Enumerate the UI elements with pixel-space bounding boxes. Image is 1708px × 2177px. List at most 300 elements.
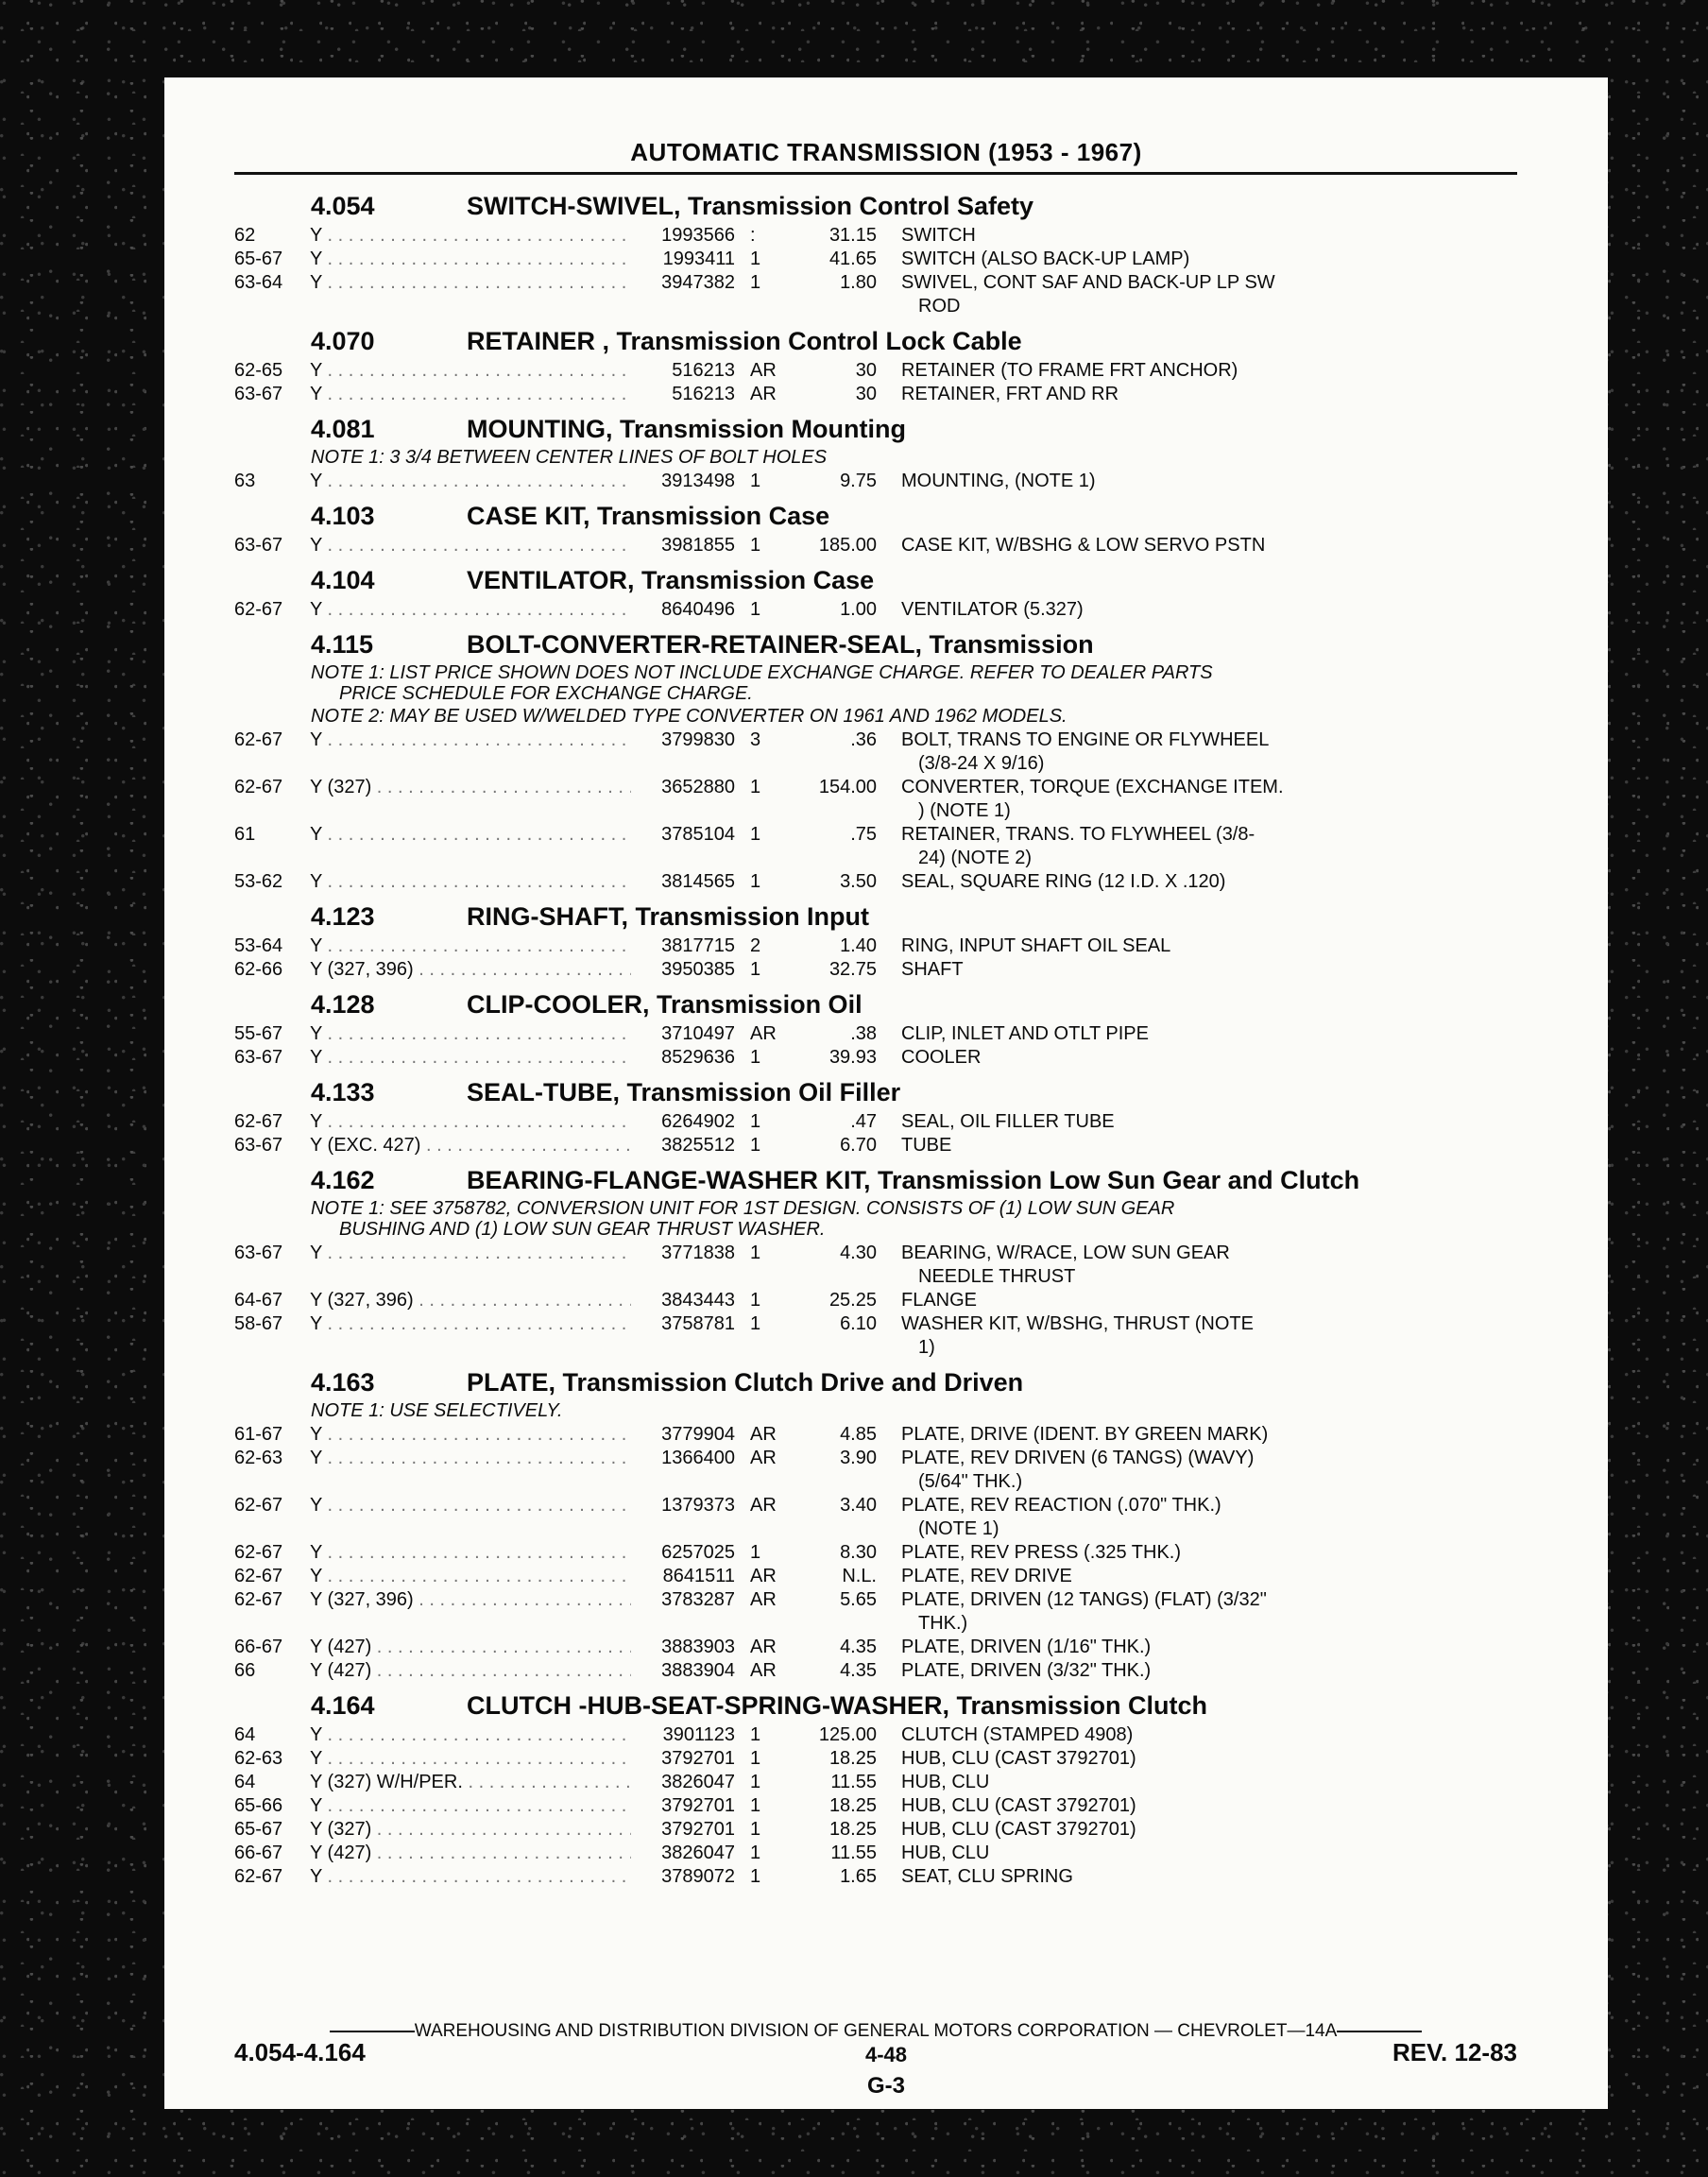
list-price: .47 — [850, 1111, 877, 1132]
part-row — [234, 1865, 1517, 1889]
part-description — [877, 1110, 1517, 1134]
quantity: 1 — [750, 1290, 761, 1311]
list-price: 41.65 — [828, 249, 877, 269]
part-number: 3913498 — [661, 471, 735, 491]
page-title: AUTOMATIC TRANSMISSION (1953 - 1967) — [630, 138, 1142, 166]
part-number: 3883903 — [661, 1637, 735, 1657]
part-description — [877, 1818, 1517, 1842]
description-line: RETAINER, TRANS. TO FLYWHEEL (3/8- — [901, 824, 1255, 845]
model-years: 58-67 — [234, 1313, 283, 1334]
model-code: Y . . . — [310, 1541, 631, 1565]
model-code: Y . . . — [310, 271, 631, 295]
section-title: RING-SHAFT, Transmission Input — [467, 902, 870, 931]
quantity: 1 — [750, 1724, 761, 1745]
list-price: 185.00 — [818, 535, 877, 556]
model-years: 62-67 — [234, 1495, 283, 1516]
model-code: Y . . . — [310, 383, 631, 406]
part-number: 3817715 — [661, 935, 735, 956]
description-line: PLATE, REV REACTION (.070" THK.) — [901, 1495, 1221, 1516]
quantity: 1 — [750, 535, 761, 556]
quantity: 3 — [750, 729, 761, 750]
description-line: PLATE, DRIVE (IDENT. BY GREEN MARK) — [901, 1424, 1269, 1445]
part-row — [234, 870, 1517, 894]
section-number: 4.123 — [311, 902, 375, 931]
quantity: 1 — [750, 272, 761, 293]
description-line: VENTILATOR (5.327) — [901, 599, 1084, 620]
model-years: 63-67 — [234, 384, 283, 404]
list-price: 30 — [855, 384, 877, 404]
model-years: 63 — [234, 471, 256, 491]
list-price: 8.30 — [840, 1542, 877, 1563]
description-line: PLATE, DRIVEN (12 TANGS) (FLAT) (3/32" — [901, 1589, 1267, 1610]
quantity: 1 — [750, 777, 761, 797]
description-line: PLATE, DRIVEN (3/32" THK.) — [901, 1660, 1152, 1681]
quantity: 1 — [750, 1819, 761, 1840]
model-code: Y . . . — [310, 598, 631, 622]
quantity: 1 — [750, 1843, 761, 1863]
note-line: NOTE 1: SEE 3758782, CONVERSION UNIT FOR 1ST DESIGN. CONSISTS OF (1) LOW SUN GEAR — [311, 1198, 1175, 1219]
part-row — [234, 383, 1517, 406]
model-years: 62-67 — [234, 599, 283, 620]
model-years: 63-64 — [234, 272, 283, 293]
part-description — [877, 823, 1517, 870]
section-heading — [234, 193, 1517, 220]
footer-rule-left — [330, 2031, 415, 2032]
section-number: 4.054 — [311, 192, 375, 220]
part-number: 3652880 — [661, 777, 735, 797]
description-line: BOLT, TRANS TO ENGINE OR FLYWHEEL — [901, 729, 1270, 750]
part-number: 3883904 — [661, 1660, 735, 1681]
note-line: NOTE 1: LIST PRICE SHOWN DOES NOT INCLUDE EXCHANGE CHARGE. REFER TO DEALER PARTS — [311, 662, 1213, 683]
list-price: 1.40 — [840, 935, 877, 956]
list-price: 6.70 — [840, 1135, 877, 1156]
section-heading — [234, 903, 1517, 931]
model-years: 64 — [234, 1772, 256, 1792]
model-code: Y . . . — [310, 1747, 631, 1771]
quantity: 1 — [750, 824, 761, 845]
part-number: 8641511 — [662, 1566, 735, 1586]
part-number: 3826047 — [661, 1843, 735, 1863]
group-page: G-3 — [866, 2073, 905, 2099]
part-description — [877, 934, 1517, 958]
section-title: BEARING-FLANGE-WASHER KIT, Transmission Low Sun Gear and Clutch — [467, 1166, 1360, 1194]
quantity: 1 — [750, 1772, 761, 1792]
model-years: 61-67 — [234, 1424, 283, 1445]
model-code: Y . . . — [310, 1046, 631, 1070]
quantity: 1 — [750, 959, 761, 980]
description-line: RETAINER (TO FRAME FRT ANCHOR) — [901, 360, 1238, 381]
part-description — [877, 1022, 1517, 1046]
description-line: BEARING, W/RACE, LOW SUN GEAR — [901, 1243, 1230, 1263]
quantity: AR — [750, 1424, 777, 1445]
part-number: 3785104 — [661, 824, 735, 845]
footer-rule-right — [1337, 2031, 1422, 2032]
part-description — [877, 1565, 1517, 1588]
description-line: SEAL, SQUARE RING (12 I.D. X .120) — [901, 871, 1226, 892]
model-years: 64 — [234, 1724, 256, 1745]
section-title: SWITCH-SWIVEL, Transmission Control Safety — [467, 192, 1034, 220]
description-line: SEAL, OIL FILLER TUBE — [901, 1111, 1115, 1132]
description-line: HUB, CLU (CAST 3792701) — [901, 1795, 1136, 1816]
list-price: 3.90 — [840, 1448, 877, 1468]
model-code: Y (327) . . . — [310, 1818, 631, 1842]
section-number: 4.164 — [311, 1691, 375, 1720]
quantity: AR — [750, 1566, 777, 1586]
model-years: 62-67 — [234, 1589, 283, 1610]
part-description — [877, 776, 1517, 823]
list-price: 3.40 — [840, 1495, 877, 1516]
part-description — [877, 1312, 1517, 1360]
description-line: PLATE, REV DRIVEN (6 TANGS) (WAVY) — [901, 1448, 1255, 1468]
model-code: Y (327, 396) . . . — [310, 1588, 631, 1612]
section-heading — [234, 631, 1517, 659]
part-description — [877, 729, 1517, 776]
description-line: CLIP, INLET AND OTLT PIPE — [901, 1023, 1149, 1044]
description-line: RETAINER, FRT AND RR — [901, 384, 1119, 404]
part-number: 3947382 — [661, 272, 735, 293]
model-code: Y . . . — [310, 534, 631, 557]
model-years: 63-67 — [234, 1047, 283, 1068]
description-line: FLANGE — [901, 1290, 978, 1311]
footer-division — [234, 2021, 1517, 2042]
model-years: 63-67 — [234, 1243, 283, 1263]
part-number: 3814565 — [661, 871, 735, 892]
part-number: 1993411 — [662, 249, 735, 269]
part-number: 3789072 — [661, 1866, 735, 1887]
part-description — [877, 1747, 1517, 1771]
model-years: 64-67 — [234, 1290, 283, 1311]
list-price: 4.85 — [840, 1424, 877, 1445]
list-price: 39.93 — [828, 1047, 877, 1068]
list-price: 125.00 — [818, 1724, 877, 1745]
list-price: 1.80 — [840, 272, 877, 293]
section-title: VENTILATOR, Transmission Case — [467, 566, 875, 594]
section-range: 4.054-4.164 — [234, 2038, 366, 2066]
part-description — [877, 1134, 1517, 1157]
section-number: 4.070 — [311, 327, 375, 355]
model-code: Y (327, 396) . . . — [310, 1289, 631, 1312]
model-years: 61 — [234, 824, 256, 845]
description-line: CASE KIT, W/BSHG & LOW SERVO PSTN — [901, 535, 1266, 556]
description-line: PLATE, REV DRIVE — [901, 1566, 1072, 1586]
section-title: PLATE, Transmission Clutch Drive and Driven — [467, 1368, 1024, 1397]
title-rule — [234, 172, 1517, 175]
quantity: 1 — [750, 1047, 761, 1068]
part-number: 3901123 — [662, 1724, 735, 1745]
model-years: 62-67 — [234, 1866, 283, 1887]
section-number: 4.162 — [311, 1166, 375, 1194]
part-row — [234, 271, 1517, 318]
section-title: CLUTCH -HUB-SEAT-SPRING-WASHER, Transmission Clutch — [467, 1691, 1208, 1720]
model-code: Y . . . — [310, 1865, 631, 1889]
part-description — [877, 383, 1517, 406]
section-note — [234, 1400, 1517, 1421]
list-price: 4.35 — [840, 1637, 877, 1657]
part-row — [234, 1447, 1517, 1494]
description-line: CLUTCH (STAMPED 4908) — [901, 1724, 1134, 1745]
part-description — [877, 1447, 1517, 1494]
part-number: 3981855 — [661, 535, 735, 556]
part-description — [877, 470, 1517, 493]
description-line: ) (NOTE 1) — [918, 800, 1011, 821]
part-row — [234, 1818, 1517, 1842]
quantity: AR — [750, 1448, 777, 1468]
part-number: 3792701 — [661, 1795, 735, 1816]
part-number: 3825512 — [661, 1135, 735, 1156]
model-years: 62-63 — [234, 1448, 283, 1468]
list-price: 1.00 — [840, 599, 877, 620]
part-description — [877, 1723, 1517, 1747]
description-line: HUB, CLU (CAST 3792701) — [901, 1819, 1136, 1840]
quantity: 1 — [750, 1866, 761, 1887]
quantity: 1 — [750, 1135, 761, 1156]
note-line: NOTE 1: 3 3/4 BETWEEN CENTER LINES OF BOLT HOLES — [311, 447, 828, 468]
part-description — [877, 1494, 1517, 1541]
part-description — [877, 1588, 1517, 1636]
model-years: 53-62 — [234, 871, 283, 892]
model-years: 62-67 — [234, 1566, 283, 1586]
part-row — [234, 1771, 1517, 1794]
section-number: 4.081 — [311, 415, 375, 443]
catalog-page — [164, 77, 1608, 2109]
list-price: .36 — [850, 729, 877, 750]
model-code: Y . . . — [310, 470, 631, 493]
model-code: Y . . . — [310, 359, 631, 383]
model-years: 62-67 — [234, 1542, 283, 1563]
model-years: 62-65 — [234, 360, 283, 381]
part-description — [877, 1541, 1517, 1565]
list-price: 5.65 — [840, 1589, 877, 1610]
quantity: 2 — [750, 935, 761, 956]
model-code: Y (327, 396) . . . — [310, 958, 631, 982]
quantity: AR — [750, 1495, 777, 1516]
model-years: 62-66 — [234, 959, 283, 980]
part-description — [877, 1289, 1517, 1312]
part-description — [877, 1842, 1517, 1865]
quantity: 1 — [750, 1243, 761, 1263]
section-title: CASE KIT, Transmission Case — [467, 502, 830, 530]
model-code: Y . . . — [310, 248, 631, 271]
list-price: .38 — [850, 1023, 877, 1044]
list-price: 18.25 — [828, 1795, 877, 1816]
part-description — [877, 359, 1517, 383]
model-code: Y . . . — [310, 1110, 631, 1134]
part-number: 6257025 — [661, 1542, 735, 1563]
quantity: 1 — [750, 1795, 761, 1816]
section-note — [234, 447, 1517, 468]
part-number: 3950385 — [661, 959, 735, 980]
model-years: 66-67 — [234, 1843, 283, 1863]
description-line: (3/8-24 X 9/16) — [918, 753, 1045, 774]
part-row — [234, 1541, 1517, 1565]
model-code: Y . . . — [310, 1794, 631, 1818]
quantity: 1 — [750, 1111, 761, 1132]
section-heading — [234, 1079, 1517, 1106]
model-years: 66-67 — [234, 1637, 283, 1657]
model-code: Y . . . — [310, 1565, 631, 1588]
part-number: 3826047 — [661, 1772, 735, 1792]
model-years: 62-67 — [234, 1111, 283, 1132]
description-line: (NOTE 1) — [918, 1518, 999, 1539]
part-row — [234, 729, 1517, 776]
part-number: 516213 — [672, 384, 735, 404]
page-number: 4-48 — [864, 2043, 908, 2066]
list-price: 11.55 — [830, 1843, 877, 1863]
quantity: 1 — [750, 249, 761, 269]
model-code: Y . . . — [310, 224, 631, 248]
quantity: 1 — [750, 1748, 761, 1769]
model-code: Y . . . — [310, 729, 631, 752]
description-line: TUBE — [901, 1135, 952, 1156]
part-row — [234, 1565, 1517, 1588]
quantity: : — [750, 225, 756, 246]
description-line: SWITCH — [901, 225, 976, 246]
model-code: Y . . . — [310, 870, 631, 894]
part-description — [877, 271, 1517, 318]
quantity: 1 — [750, 599, 761, 620]
part-description — [877, 598, 1517, 622]
quantity: AR — [750, 1023, 777, 1044]
part-number: 8529636 — [661, 1047, 735, 1068]
part-row — [234, 1134, 1517, 1157]
quantity: 1 — [750, 871, 761, 892]
description-line: HUB, CLU — [901, 1843, 990, 1863]
part-row — [234, 1110, 1517, 1134]
model-code: Y (EXC. 427) . . . — [310, 1134, 631, 1157]
quantity: AR — [750, 1637, 777, 1657]
part-row — [234, 934, 1517, 958]
section-heading — [234, 503, 1517, 530]
model-years: 63-67 — [234, 1135, 283, 1156]
description-line: COOLER — [901, 1047, 982, 1068]
part-row — [234, 1242, 1517, 1289]
section-title: SEAL-TUBE, Transmission Oil Filler — [467, 1078, 901, 1106]
part-row — [234, 1636, 1517, 1659]
list-price: N.L. — [842, 1566, 877, 1586]
part-description — [877, 1423, 1517, 1447]
model-code: Y . . . — [310, 1312, 631, 1336]
part-row — [234, 1494, 1517, 1541]
model-code: Y . . . — [310, 1423, 631, 1447]
section-title: MOUNTING, Transmission Mounting — [467, 415, 906, 443]
section-heading — [234, 328, 1517, 355]
part-description — [877, 1659, 1517, 1683]
note-line: BUSHING AND (1) LOW SUN GEAR THRUST WASHER. — [339, 1219, 826, 1240]
model-code: Y (327) W/H/PER. . . . — [310, 1771, 631, 1794]
part-number: 3779904 — [661, 1424, 735, 1445]
model-years: 62-67 — [234, 729, 283, 750]
description-line: HUB, CLU — [901, 1772, 990, 1792]
model-code: Y . . . — [310, 823, 631, 847]
section-note — [234, 1198, 1517, 1240]
model-code: Y . . . — [310, 1242, 631, 1265]
part-number: 3792701 — [661, 1748, 735, 1769]
list-price: 3.50 — [840, 871, 877, 892]
part-description — [877, 1636, 1517, 1659]
part-number: 6264902 — [661, 1111, 735, 1132]
list-price: 6.10 — [840, 1313, 877, 1334]
list-price: 4.35 — [840, 1660, 877, 1681]
section-number: 4.133 — [311, 1078, 375, 1106]
model-code: Y (327) . . . — [310, 776, 631, 799]
model-years: 55-67 — [234, 1023, 283, 1044]
quantity: AR — [750, 384, 777, 404]
quantity: AR — [750, 1660, 777, 1681]
description-line: 24) (NOTE 2) — [918, 848, 1033, 868]
part-row — [234, 1312, 1517, 1360]
list-price: 9.75 — [840, 471, 877, 491]
model-years: 63-67 — [234, 535, 283, 556]
model-years: 66 — [234, 1660, 256, 1681]
model-code: Y . . . — [310, 1447, 631, 1470]
model-code: Y . . . — [310, 1022, 631, 1046]
section-heading — [234, 1692, 1517, 1720]
part-row — [234, 1659, 1517, 1683]
list-price: 32.75 — [828, 959, 877, 980]
description-line: SWIVEL, CONT SAF AND BACK-UP LP SW — [901, 272, 1275, 293]
model-code: Y . . . — [310, 1494, 631, 1517]
list-price: 31.15 — [828, 225, 877, 246]
list-price: 154.00 — [818, 777, 877, 797]
model-years: 65-67 — [234, 1819, 283, 1840]
description-line: (5/64" THK.) — [918, 1471, 1023, 1492]
part-description — [877, 1865, 1517, 1889]
part-number: 3758781 — [661, 1313, 735, 1334]
part-number: 3710497 — [661, 1023, 735, 1044]
description-line: WASHER KIT, W/BSHG, THRUST (NOTE — [901, 1313, 1254, 1334]
part-row — [234, 1289, 1517, 1312]
part-description — [877, 1794, 1517, 1818]
part-row — [234, 776, 1517, 823]
model-years: 53-64 — [234, 935, 283, 956]
part-number: 3843443 — [661, 1290, 735, 1311]
list-price: 18.25 — [828, 1748, 877, 1769]
quantity: 1 — [750, 1542, 761, 1563]
part-description — [877, 1046, 1517, 1070]
note-line: PRICE SCHEDULE FOR EXCHANGE CHARGE. — [339, 683, 753, 704]
description-line: CONVERTER, TORQUE (EXCHANGE ITEM. — [901, 777, 1284, 797]
footer-division-text: WAREHOUSING AND DISTRIBUTION DIVISION OF GENERAL MOTORS CORPORATION — CHEVROLET—14A — [414, 2021, 1338, 2041]
model-years: 65-67 — [234, 249, 283, 269]
description-line: SWITCH (ALSO BACK-UP LAMP) — [901, 249, 1190, 269]
part-number: 8640496 — [661, 599, 735, 620]
section-title: RETAINER , Transmission Control Lock Cable — [467, 327, 1022, 355]
quantity: AR — [750, 360, 777, 381]
part-row — [234, 1423, 1517, 1447]
section-note — [234, 706, 1517, 727]
part-description — [877, 224, 1517, 248]
part-row — [234, 224, 1517, 248]
list-price: 11.55 — [830, 1772, 877, 1792]
quantity: AR — [750, 1589, 777, 1610]
part-row — [234, 359, 1517, 383]
section-title: CLIP-COOLER, Transmission Oil — [467, 990, 863, 1019]
list-price: 1.65 — [840, 1866, 877, 1887]
part-row — [234, 1046, 1517, 1070]
section-number: 4.163 — [311, 1368, 375, 1397]
description-line: HUB, CLU (CAST 3792701) — [901, 1748, 1136, 1769]
part-description — [877, 248, 1517, 271]
model-years: 62-67 — [234, 777, 283, 797]
part-row — [234, 248, 1517, 271]
part-description — [877, 870, 1517, 894]
section-heading — [234, 1369, 1517, 1397]
section-heading — [234, 567, 1517, 594]
part-description — [877, 1771, 1517, 1794]
description-line: SEAT, CLU SPRING — [901, 1866, 1073, 1887]
revision-date: REV. 12-83 — [1392, 2038, 1517, 2066]
part-row — [234, 1842, 1517, 1865]
